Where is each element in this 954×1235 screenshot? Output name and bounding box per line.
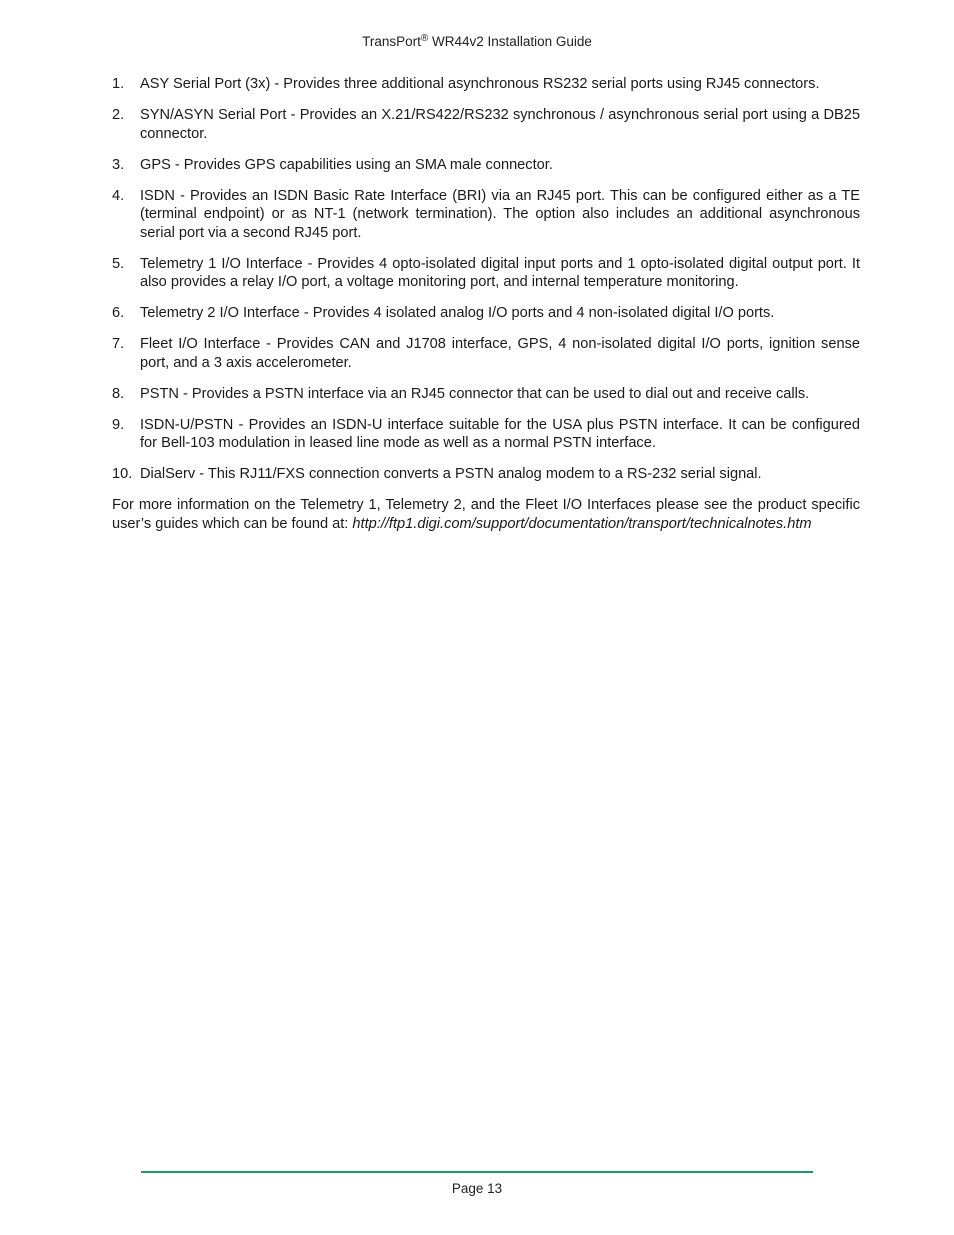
documentation-url[interactable]: http://ftp1.digi.com/support/documentation/transport/technicalnotes.htm [352,515,812,532]
list-item-text: ISDN - Provides an ISDN Basic Rate Interface (BRI) via an RJ45 port. This can be configured either as a TE (terminal endpoint) or as NT-1 (network termination). The option also includes an additional asynchronous serial port via a second RJ45 port. [140,187,860,241]
list-item-number: 2. [112,107,125,123]
list-item-number: 10. [112,466,133,482]
list-item [112,304,860,323]
list-item-text: ASY Serial Port (3x) - Provides three additional asynchronous RS232 serial ports using RJ45 connectors. [140,76,820,92]
list-item-number: 9. [112,416,125,433]
list-item [112,385,860,404]
list-item-number: 4. [112,187,125,204]
registered-mark: ® [420,33,429,44]
list-item [112,75,860,94]
list-item [112,255,860,292]
list-item-number: 7. [112,336,125,352]
list-item-text: Telemetry 2 I/O Interface - Provides 4 isolated analog I/O ports and 4 non-isolated digital I/O ports. [140,305,775,321]
list-item-text: PSTN - Provides a PSTN interface via an RJ45 connector that can be used to dial out and receive calls. [140,385,810,402]
list-item [112,335,860,372]
page-number: Page 13 [451,1181,503,1196]
footer-divider [141,1171,813,1173]
list-item [112,416,860,453]
list-item-number: 5. [112,255,125,272]
list-item-text: Telemetry 1 I/O Interface - Provides 4 opto-isolated digital input ports and 1 opto-isolated digital output port. It also provides a relay I/O port, a voltage monitoring port, and internal temperature monitoring. [140,255,860,290]
list-item [112,465,860,484]
list-item-number: 6. [112,305,125,321]
list-item [112,187,860,243]
list-item-text: SYN/ASYN Serial Port - Provides an X.21/RS422/RS232 synchronous / asynchronous serial port using a DB25 connector. [140,107,860,142]
list-item [112,106,860,143]
list-item-text: GPS - Provides GPS capabilities using an SMA male connector. [140,156,553,173]
list-item-number: 3. [112,156,125,173]
option-list [112,75,860,484]
page-content [112,75,860,548]
header-title-suffix: WR44v2 Installation Guide [428,34,592,49]
list-item-text: ISDN-U/PSTN - Provides an ISDN-U interface suitable for the USA plus PSTN interface. It can be configured for Bell-103 modulation in leased line mode as well as a normal PSTN interface. [140,416,860,451]
list-item-text: Fleet I/O Interface - Provides CAN and J1708 interface, GPS, 4 non-isolated digital I/O ports, ignition sense port, and a 3 axis accelerometer. [140,336,860,371]
header-title-prefix: TransPort [362,34,421,49]
list-item-number: 8. [112,385,125,402]
list-item-number: 1. [112,76,125,92]
more-info-text: For more information on the Telemetry 1, Telemetry 2, and the Fleet I/O Interfaces please see the product specific user’s guides which can be found at: [112,497,860,532]
more-info-paragraph [112,496,860,533]
list-item [112,156,860,175]
list-item-text: DialServ - This RJ11/FXS connection converts a PSTN analog modem to a RS-232 serial signal. [140,466,762,482]
page-header [0,33,954,49]
